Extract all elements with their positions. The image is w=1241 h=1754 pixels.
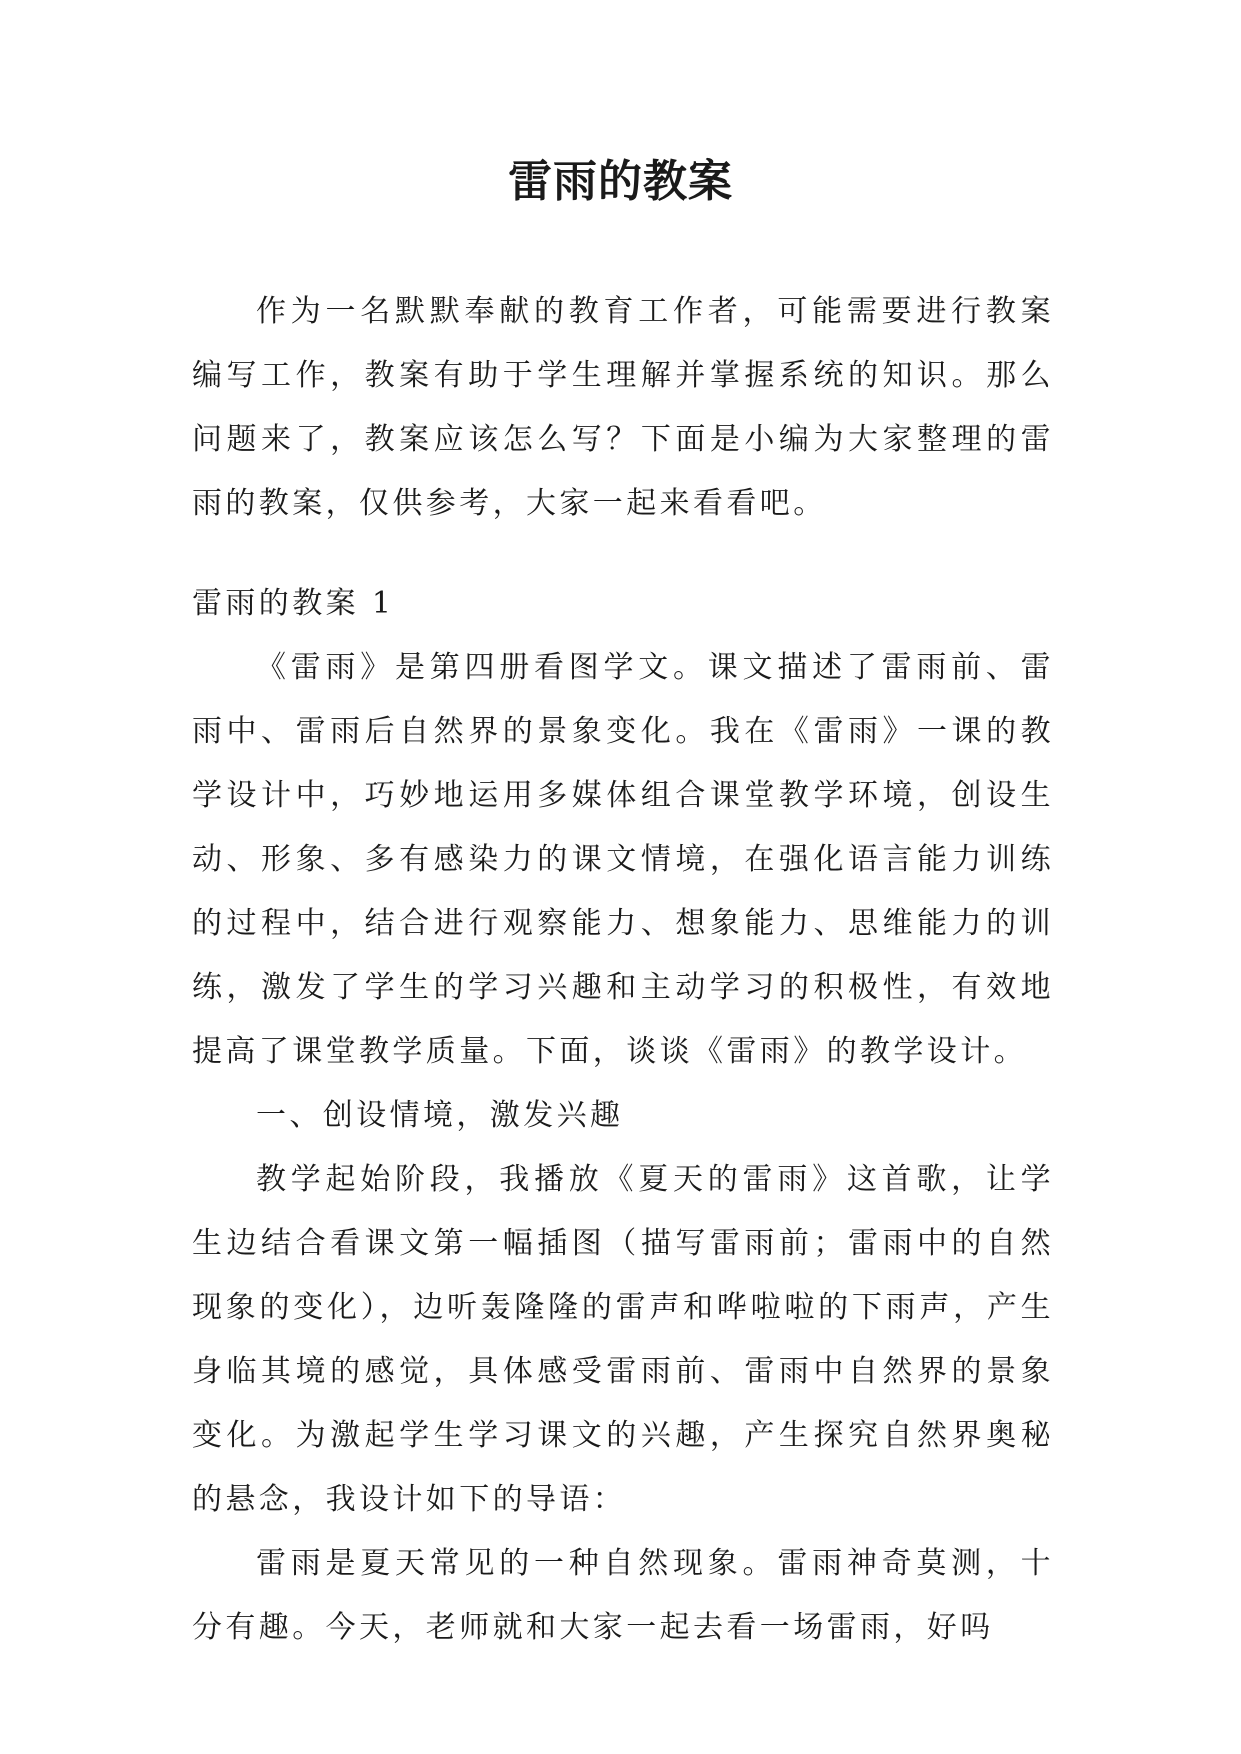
section-heading: 雷雨的教案 1: [192, 586, 395, 621]
section-body: [192, 636, 1054, 1660]
subheading-paragraph: 一、创设情境，激发兴趣: [256, 1098, 624, 1133]
section-paragraph: 雷雨是夏天常见的一种自然现象。雷雨神奇莫测，十分有趣。今天，老师就和大家一起去看一场雷雨，好吗: [192, 1546, 1054, 1645]
section-paragraph: 教学起始阶段，我播放《夏天的雷雨》这首歌，让学生边结合看课文第一幅插图（描写雷雨前；雷雨中的自然现象的变化），边听轰隆隆的雷声和哗啦啦的下雨声，产生身临其境的感觉，具体感受雷雨前、雷雨中自然界的景象变化。为激起学生学习课文的兴趣，产生探究自然界奥秘的悬念，我设计如下的导语：: [192, 1162, 1054, 1517]
section-paragraph: 《雷雨》是第四册看图学文。课文描述了雷雨前、雷雨中、雷雨后自然界的景象变化。我在《雷雨》一课的教学设计中，巧妙地运用多媒体组合课堂教学环境，创设生动、形象、多有感染力的课文情境，在强化语言能力训练的过程中，结合进行观察能力、想象能力、思维能力的训练，激发了学生的学习兴趣和主动学习的积极性，有效地提高了课堂教学质量。下面，谈谈《雷雨》的教学设计。: [192, 650, 1054, 1069]
intro-paragraph: 作为一名默默奉献的教育工作者，可能需要进行教案编写工作，教案有助于学生理解并掌握系统的知识。那么问题来了，教案应该怎么写？下面是小编为大家整理的雷雨的教案，仅供参考，大家一起来看看吧。: [192, 294, 1054, 521]
document-title: 雷雨的教案: [508, 156, 733, 207]
